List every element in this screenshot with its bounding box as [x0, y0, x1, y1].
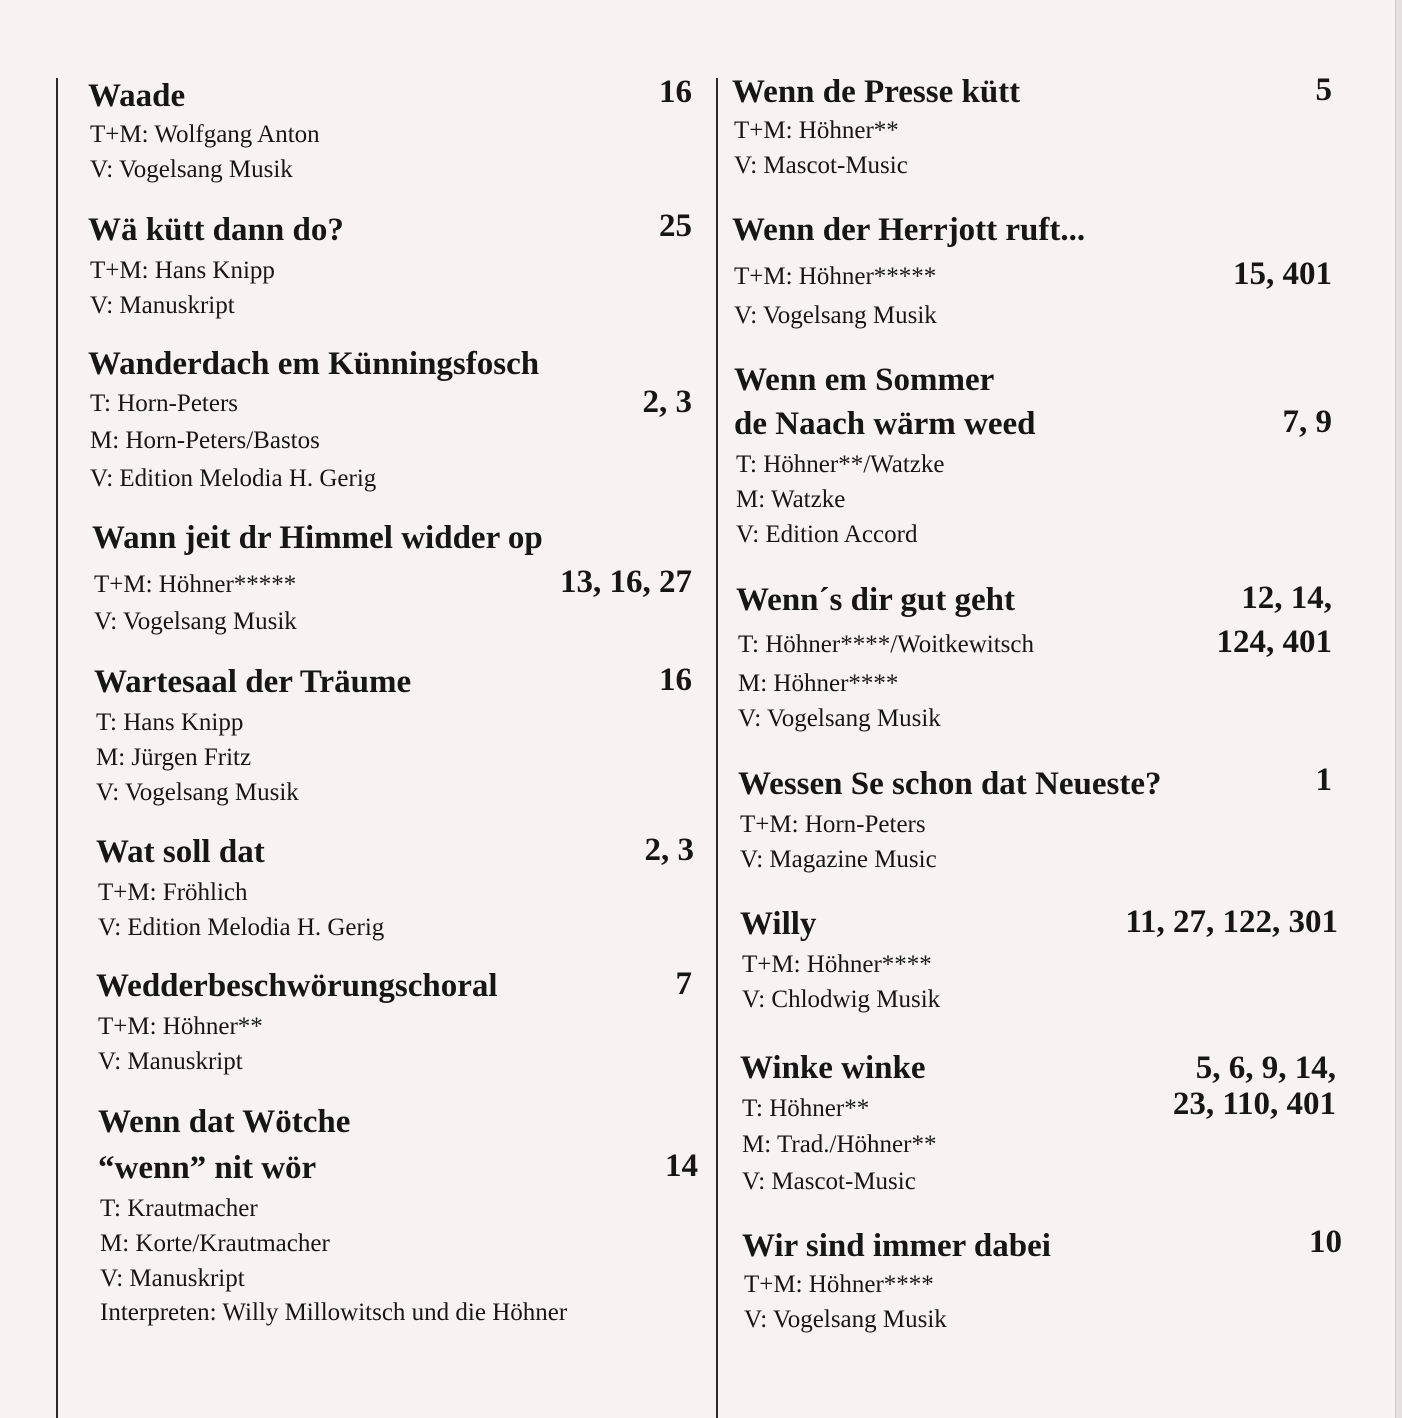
- song-credit: T+M: Horn-Peters: [740, 811, 926, 838]
- song-credit: M: Trad./Höhner**: [742, 1131, 937, 1158]
- song-credit: V: Vogelsang Musik: [744, 1306, 947, 1333]
- song-credit: V: Edition Melodia H. Gerig: [98, 914, 385, 941]
- song-credit: T+M: Höhner****: [742, 951, 932, 978]
- song-credit: T+M: Höhner*****: [734, 263, 937, 290]
- page-edge: [1395, 0, 1402, 1418]
- song-credit: T: Krautmacher: [100, 1195, 258, 1222]
- song-entry: [736, 578, 1332, 748]
- song-entry: [96, 830, 694, 950]
- song-credit: M: Jürgen Fritz: [96, 744, 252, 771]
- song-credit: T+M: Höhner**: [734, 117, 899, 144]
- song-credit: M: Watzke: [736, 486, 846, 513]
- song-numbers: 12, 14,: [1241, 580, 1332, 616]
- song-numbers: 14: [665, 1148, 698, 1184]
- song-title: Wat soll dat: [96, 834, 265, 870]
- song-title: Willy: [740, 906, 817, 942]
- song-title: Wedderbeschwörungschoral: [96, 968, 498, 1004]
- song-title: Wenn der Herrjott ruft...: [732, 212, 1086, 248]
- song-entry: [742, 1224, 1342, 1344]
- song-credit: T+M: Höhner*****: [94, 571, 297, 598]
- song-credit: V: Edition Accord: [736, 521, 918, 548]
- song-entry: [88, 342, 692, 502]
- song-title: Wenn em Sommer: [734, 362, 995, 398]
- song-credit: V: Mascot-Music: [734, 152, 908, 179]
- song-entry: [92, 516, 692, 646]
- left-column-rule: [56, 78, 58, 1418]
- song-numbers: 2, 3: [642, 384, 692, 420]
- song-title: Wessen Se schon dat Neueste?: [738, 766, 1162, 802]
- song-title: Wenn dat Wötche: [98, 1104, 351, 1140]
- song-entry: [88, 208, 692, 328]
- song-numbers: 13, 16, 27: [560, 564, 692, 600]
- song-credit: V: Mascot-Music: [742, 1168, 916, 1195]
- song-entry: [88, 74, 692, 194]
- song-credit: V: Edition Melodia H. Gerig: [90, 465, 377, 492]
- song-credit: V: Vogelsang Musik: [734, 302, 937, 329]
- song-numbers-continued: 23, 110, 401: [1172, 1086, 1336, 1122]
- song-credit: T: Horn-Peters: [90, 390, 239, 417]
- song-credit: M: Horn-Peters/Bastos: [90, 427, 320, 454]
- song-numbers: 25: [659, 208, 692, 244]
- song-credit: T: Höhner**/Watzke: [736, 451, 945, 478]
- song-numbers: 11, 27, 122, 301: [1125, 904, 1338, 940]
- song-credit: T: Hans Knipp: [96, 709, 244, 736]
- song-credit: T: Höhner****/Woitkewitsch: [738, 631, 1034, 658]
- song-entry: [732, 208, 1332, 338]
- song-credit: V: Manuskript: [100, 1265, 245, 1292]
- song-credit: V: Vogelsang Musik: [94, 608, 297, 635]
- song-numbers: 5: [1315, 72, 1332, 108]
- song-credit: V: Manuskript: [90, 292, 235, 319]
- song-title: Winke winke: [740, 1050, 926, 1086]
- song-credit: T: Höhner**: [742, 1095, 870, 1122]
- song-title: Wenn de Presse kütt: [732, 74, 1021, 110]
- song-numbers: 5, 6, 9, 14,: [1195, 1050, 1336, 1086]
- song-title: Wä kütt dann do?: [88, 212, 344, 248]
- song-credit: V: Chlodwig Musik: [742, 986, 941, 1013]
- song-credit: Interpreten: Willy Millowitsch und die Höhner: [100, 1299, 568, 1326]
- song-credit: T+M: Höhner****: [744, 1271, 934, 1298]
- song-entry: [94, 660, 692, 810]
- song-numbers: 1: [1315, 762, 1332, 798]
- song-entry: [98, 1100, 698, 1340]
- song-entry: [734, 358, 1332, 558]
- song-credit: T+M: Hans Knipp: [90, 257, 275, 284]
- song-title-continued: de Naach wärm weed: [734, 406, 1036, 442]
- song-credit: V: Manuskript: [98, 1048, 243, 1075]
- song-credit: V: Vogelsang Musik: [90, 156, 293, 183]
- song-title: Wanderdach em Künningsfosch: [88, 346, 540, 382]
- song-credit: T+M: Höhner**: [98, 1013, 263, 1040]
- song-credit: M: Korte/Krautmacher: [100, 1230, 330, 1257]
- song-entry: [732, 70, 1332, 190]
- song-numbers-continued: 124, 401: [1216, 624, 1332, 660]
- song-credit: T+M: Fröhlich: [98, 879, 248, 906]
- song-title-continued: “wenn” nit wör: [98, 1150, 317, 1186]
- song-numbers: 16: [659, 74, 692, 110]
- song-credit: V: Vogelsang Musik: [96, 779, 299, 806]
- song-credit: T+M: Wolfgang Anton: [90, 121, 320, 148]
- song-title: Wenn´s dir gut geht: [736, 582, 1016, 618]
- song-numbers: 16: [659, 662, 692, 698]
- song-entry: [740, 902, 1338, 1022]
- song-numbers: 10: [1309, 1224, 1342, 1260]
- song-entry: [96, 964, 692, 1084]
- song-numbers: 15, 401: [1233, 256, 1332, 292]
- song-title: Wann jeit dr Himmel widder op: [92, 520, 543, 556]
- center-column-rule: [716, 78, 718, 1418]
- song-credit: V: Vogelsang Musik: [738, 705, 941, 732]
- song-entry: [738, 762, 1332, 882]
- song-credit: V: Magazine Music: [740, 846, 937, 873]
- song-title: Wartesaal der Träume: [94, 664, 412, 700]
- song-title: Waade: [88, 78, 186, 114]
- song-entry: [740, 1046, 1336, 1206]
- song-numbers: 7, 9: [1282, 404, 1332, 440]
- song-numbers: 2, 3: [644, 832, 694, 868]
- song-title: Wir sind immer dabei: [742, 1228, 1051, 1264]
- song-numbers: 7: [675, 966, 692, 1002]
- song-credit: M: Höhner****: [738, 670, 899, 697]
